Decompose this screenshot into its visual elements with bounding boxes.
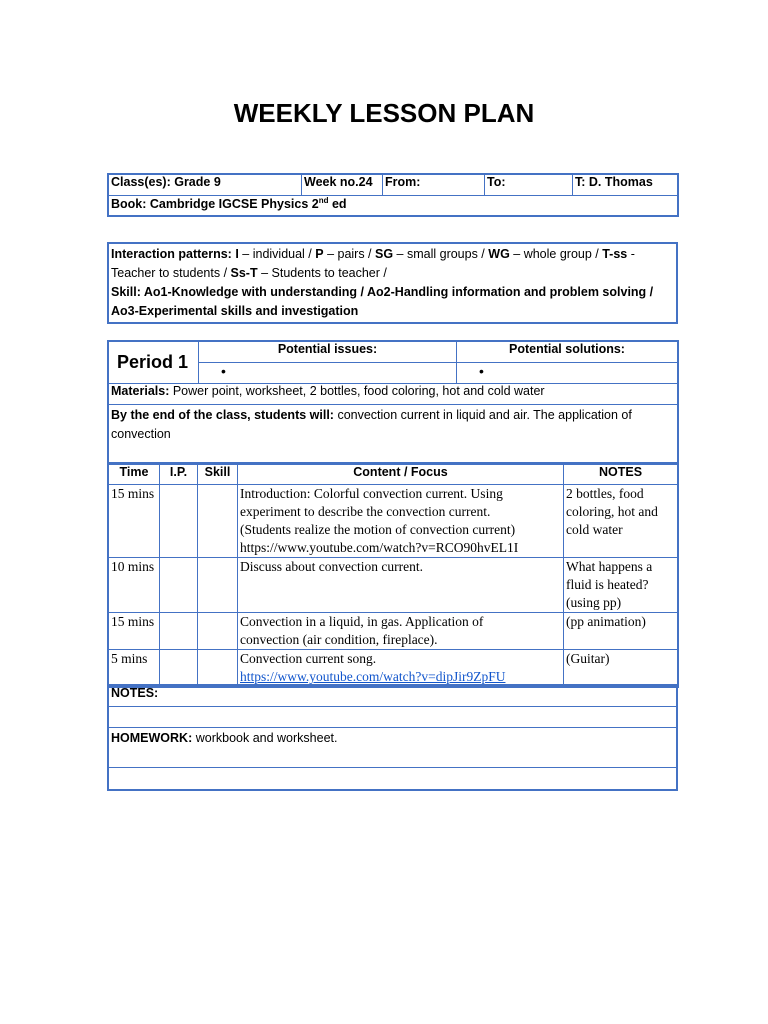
period-table	[108, 341, 678, 463]
skill-text: Skill: Ao1-Knowledge with understanding / Ao2-Handling information and problem solving / Ao3-Experimental skills and investigation	[111, 285, 654, 318]
interaction-text: Interaction patterns: I – individual / P – pairs / SG – small groups / WG – whole group / T-ss - Teacher to students / Ss-T – Students to teacher /	[111, 247, 635, 280]
row-content: Introduction: Colorful convection current. Using experiment to describe the convection current. (Students realize the motion of convection current) https://www.youtube.com/watch?v=RCO90hvEL1I	[238, 485, 564, 558]
row-notes: 2 bottles, food coloring, hot and cold water	[564, 485, 678, 558]
homework-blank	[109, 768, 677, 790]
row-skill	[198, 613, 238, 650]
row-skill	[198, 558, 238, 613]
row-content: Convection in a liquid, in gas. Application of convection (air condition, fireplace).	[238, 613, 564, 650]
row-notes: What happens a fluid is heated? (using pp)	[564, 558, 678, 613]
row-ip	[160, 613, 198, 650]
materials-cell: Materials: Power point, worksheet, 2 bottles, food coloring, hot and cold water	[109, 384, 678, 405]
row-time: 15 mins	[109, 613, 160, 650]
table-row	[109, 650, 678, 687]
row-content: Discuss about convection current.	[238, 558, 564, 613]
table-row	[109, 613, 678, 650]
row-time: 10 mins	[109, 558, 160, 613]
lesson-table	[108, 464, 678, 687]
teacher-cell: T: D. Thomas	[573, 175, 678, 196]
col-content: Content / Focus	[238, 465, 564, 485]
song-link[interactable]: https://www.youtube.com/watch?v=dipJir9ZpFU	[240, 669, 506, 684]
interaction-cell	[109, 244, 677, 323]
table-row	[109, 558, 678, 613]
row-ip	[160, 650, 198, 687]
page-title: WEEKLY LESSON PLAN	[233, 98, 535, 128]
notes-table	[108, 685, 677, 790]
solutions-header: Potential solutions:	[457, 342, 678, 363]
row-content: Convection current song. https://www.youtube.com/watch?v=dipJir9ZpFU	[238, 650, 564, 687]
row-skill	[198, 485, 238, 558]
table-row	[109, 485, 678, 558]
notes-blank	[109, 707, 677, 728]
row-ip	[160, 558, 198, 613]
video-url: https://www.youtube.com/watch?v=RCO90hvEL1I	[240, 540, 519, 555]
col-skill: Skill	[198, 465, 238, 485]
issues-header: Potential issues:	[199, 342, 457, 363]
row-ip	[160, 485, 198, 558]
week-cell: Week no.24	[302, 175, 383, 196]
row-time: 15 mins	[109, 485, 160, 558]
interaction-table	[108, 243, 677, 323]
col-ip: I.P.	[160, 465, 198, 485]
issues-bullet: •	[199, 363, 457, 384]
class-cell: Class(es): Grade 9	[109, 175, 302, 196]
notes-label: NOTES:	[109, 686, 677, 707]
solutions-bullet: •	[457, 363, 678, 384]
header-table	[108, 174, 678, 216]
row-time: 5 mins	[109, 650, 160, 687]
row-skill	[198, 650, 238, 687]
book-cell: Book: Cambridge IGCSE Physics 2nd ed	[109, 196, 678, 216]
period-label: Period 1	[109, 342, 199, 384]
to-cell: To:	[485, 175, 573, 196]
col-time: Time	[109, 465, 160, 485]
homework-cell: HOMEWORK: workbook and worksheet.	[109, 728, 677, 768]
row-notes: (pp animation)	[564, 613, 678, 650]
objective-cell: By the end of the class, students will: convection current in liquid and air. The application of convection	[109, 405, 678, 463]
col-notes: NOTES	[564, 465, 678, 485]
row-notes: (Guitar)	[564, 650, 678, 687]
from-cell: From:	[383, 175, 485, 196]
